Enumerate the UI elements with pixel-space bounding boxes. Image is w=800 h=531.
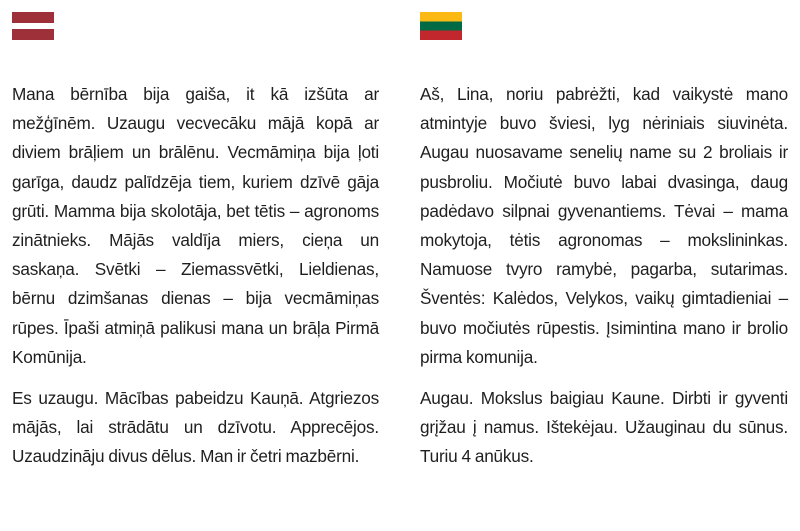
latvian-paragraph-2: Es uzaugu. Mācības pabeidzu Kauņā. Atgriezos mājās, lai strādātu un dzīvotu. Apprecējos. Uzaudzināju divus dēlus. Man ir četri mazbērni. (12, 388, 379, 467)
latvian-paragraph-1: Mana bērnība bija gaiša, it kā izšūta ar mežģīnēm. Uzaugu vecvecāku mājā kopā ar diviem brāļiem un brālēnu. Vecmāmiņa bija ļoti garīga, daudz palīdzēja tiem, kuriem dzīvē gāja grūti. Mamma bija skolotāja, bet tētis – agronoms zinātnieks. Mājās valdīja miers, cieņa un saskaņa. Svētki – Ziemassvētki, Lieldienas, bērnu dzimšanas dienas – bija vecmāmiņas rūpes. Īpaši atmiņā palikusi mana un brāļa Pirmā Komūnija. (12, 84, 379, 367)
latvian-flag-icon (12, 12, 54, 40)
lithuanian-paragraph-2: Augau. Mokslus baigiau Kaune. Dirbti ir gyventi grįžau į namus. Ištekėjau. Užauginau du sūnus. Turiu 4 anūkus. (420, 388, 788, 467)
latvian-column (12, 12, 379, 472)
lithuanian-flag-icon (420, 12, 462, 40)
lithuanian-paragraph-1: Aš, Lina, noriu pabrėžti, kad vaikystė mano atmintyje buvo šviesi, lyg nėriniais siuvinėta. Augau nuosavame senelių name su 2 broliais ir pusbroliu. Močiutė buvo labai dvasinga, daug padėdavo silpnai gyvenantiems. Tėvai – mama mokytoja, tėtis agronomas – mokslininkas. Namuose tvyro ramybė, pagarba, sutarimas. Šventės: Kalėdos, Velykos, vaikų gimtadieniai – buvo močiutės rūpestis. Įsimintina mano ir brolio pirma komunija. (420, 84, 788, 367)
lithuanian-column (420, 12, 788, 472)
